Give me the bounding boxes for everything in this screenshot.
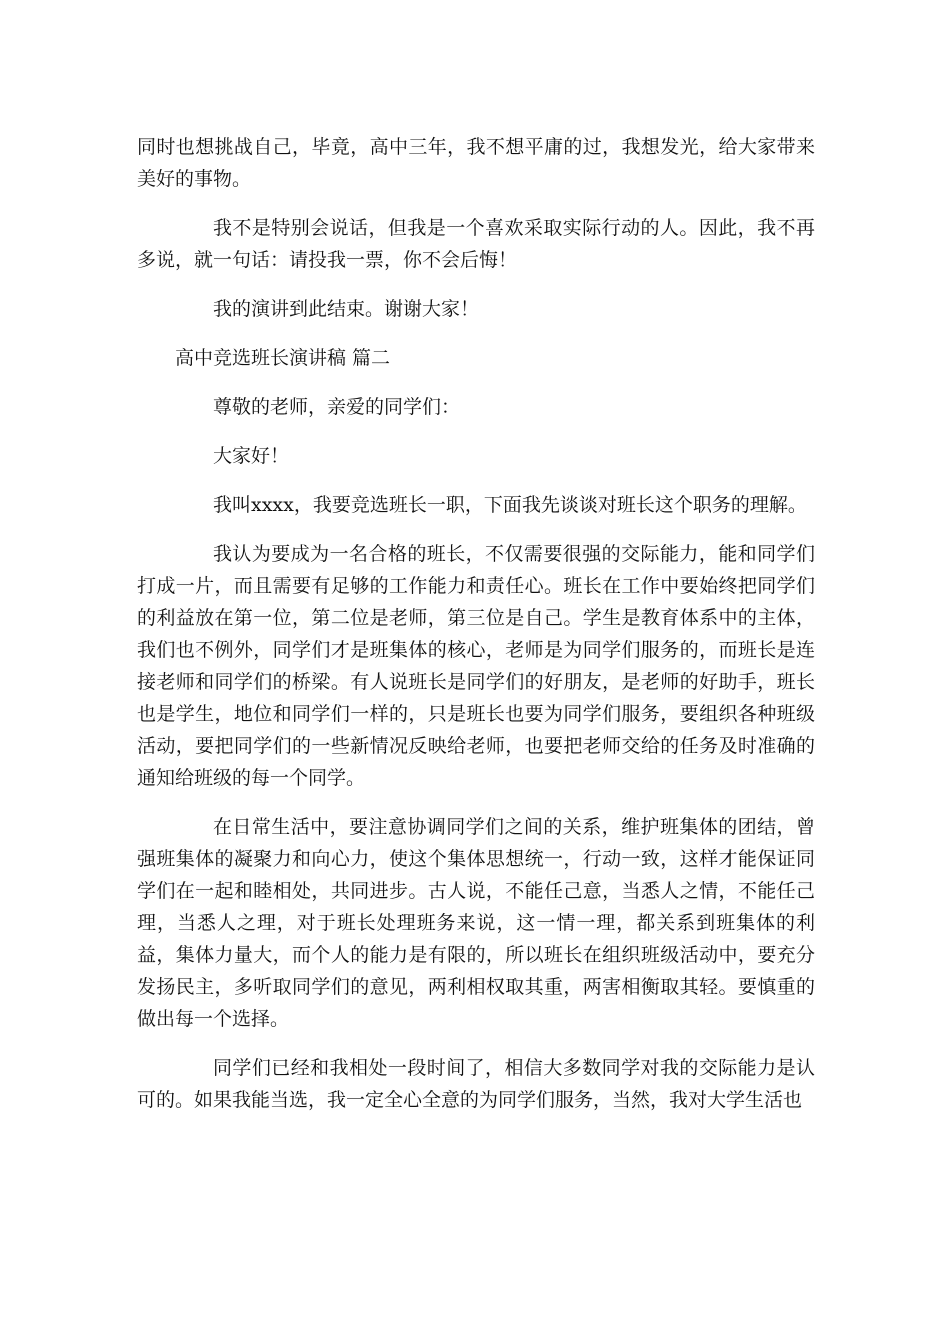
paragraph: 同学们已经和我相处一段时间了，相信大多数同学对我的交际能力是认可的。如果我能当选，我一定全心全意的为同学们服务，当然，我对大学生活也 [137, 1057, 815, 1111]
document-body [137, 131, 815, 1133]
salutation: 尊敬的老师，亲爱的同学们： [213, 396, 461, 418]
paragraph: 我的演讲到此结束。谢谢大家！ [213, 298, 480, 320]
paragraph: 在日常生活中，要注意协调同学们之间的关系，维护班集体的团结，曾强班集体的凝聚力和向心力，使这个集体思想统一，行动一致，这样才能保证同学们在一起和睦相处，共同进步。古人说，不能任己意，当悉人之情，不能任己理，当悉人之理，对于班长处理班务来说，这一情一理，都关系到班集体的利益，集体力量大，而个人的能力是有限的，所以班长在组织班级活动中，要充分发扬民主，多听取同学们的意见，两利相权取其重，两害相衡取其轻。要慎重的做出每一个选择。 [137, 816, 815, 1030]
paragraph: 我叫xxxx，我要竞选班长一职，下面我先谈谈对班长这个职务的理解。 [213, 494, 807, 516]
paragraph-continuation: 同时也想挑战自己，毕竟，高中三年，我不想平庸的过，我想发光，给大家带来美好的事物。 [137, 136, 815, 190]
paragraph: 我认为要成为一名合格的班长，不仅需要很强的交际能力，能和同学们打成一片，而且需要有足够的工作能力和责任心。班长在工作中要始终把同学们的利益放在第一位，第二位是老师，第三位是自己。学生是教育体系中的主体，我们也不例外，同学们才是班集体的核心，老师是为同学们服务的，而班长是连接老师和同学们的桥梁。有人说班长是同学们的好朋友，是老师的好助手，班长也是学生，地位和同学们一样的，只是班长也要为同学们服务，要组织各种班级活动，要把同学们的一些新情况反映给老师，也要把老师交给的任务及时准确的通知给班级的每一个同学。 [137, 543, 815, 789]
section-heading: 高中竞选班长演讲稿 篇二 [175, 347, 391, 369]
paragraph: 我不是特别会说话，但我是一个喜欢采取实际行动的人。因此，我不再多说，就一句话：请投我一票，你不会后悔！ [137, 217, 815, 271]
greeting: 大家好！ [213, 445, 290, 467]
